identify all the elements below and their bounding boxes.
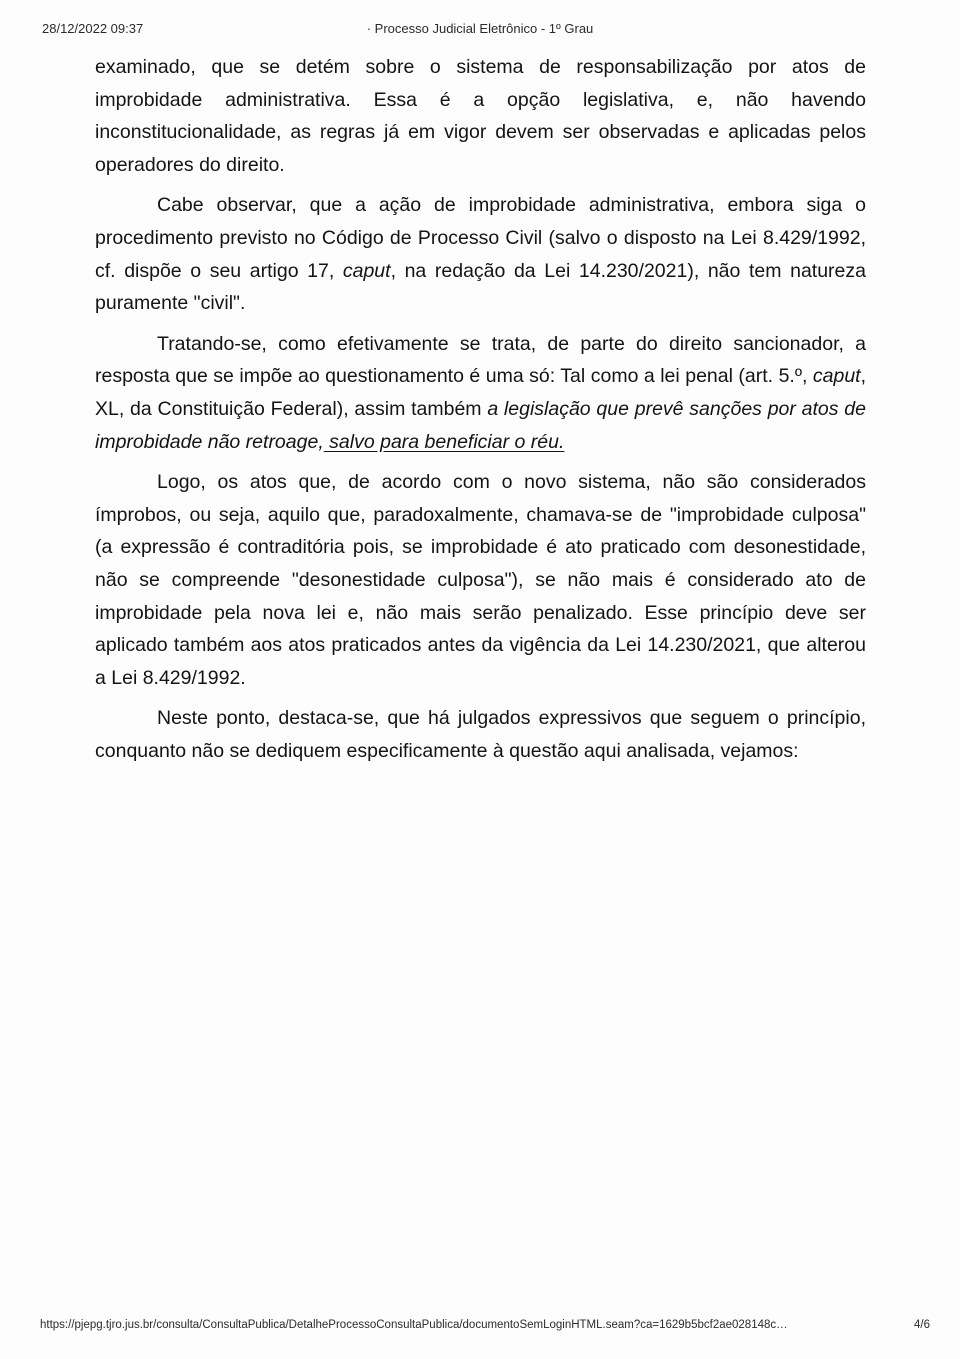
footer-page-number: 4/6 bbox=[914, 1319, 930, 1331]
text-run: , na redação da Lei 14.230/2021), não tem natureza puramente "civil". bbox=[95, 259, 866, 315]
paragraph bbox=[95, 702, 866, 767]
header-datetime: 28/12/2022 09:37 bbox=[42, 21, 144, 36]
text-run: caput bbox=[812, 365, 861, 388]
text-run: a legislação que prevê sanções por atos de improbidade não retroage, bbox=[95, 397, 866, 453]
text-run: Logo, os atos que, de acordo com o novo sistema, não são considerados ímprobos, ou seja, aquilo que, paradoxalmente, chamava-se de "improbidade culposa" (a expressão é contraditória pois, se improbidade é ato praticado com desonestidade, não se compreende "desonestidade culposa"), se não mais é considerado ato de improbidade pela nova lei e, não mais serão penalizado. Esse princípio deve ser aplicado também aos atos praticados antes da vigência da Lei 14.230/2021, que alterou a Lei 8.429/1992. bbox=[95, 471, 866, 689]
paragraph bbox=[95, 466, 866, 694]
paragraph bbox=[95, 189, 866, 319]
text-run: caput bbox=[342, 259, 391, 282]
text-run: salvo para beneficiar o réu. bbox=[323, 430, 565, 453]
paragraph bbox=[95, 51, 866, 181]
header-title: · Processo Judicial Eletrônico - 1º Grau bbox=[366, 21, 594, 36]
document-body bbox=[95, 51, 866, 775]
text-run: Tratando-se, como efetivamente se trata, de parte do direito sancionador, a resposta que se impõe ao questionamento é uma só: Tal como a lei penal (art. 5.º, bbox=[95, 332, 866, 388]
text-run: Cabe observar, que a ação de improbidade administrativa, embora siga o procedimento previsto no Código de Processo Civil (salvo o disposto na Lei 8.429/1992, cf. dispõe o seu artigo 17, bbox=[95, 194, 866, 282]
text-run: , XL, da Constituição Federal), assim também bbox=[95, 365, 866, 420]
print-header bbox=[0, 21, 960, 39]
print-footer bbox=[0, 1319, 960, 1335]
text-run: examinado, que se detém sobre o sistema de responsabilização por atos de improbidade administrativa. Essa é a opção legislativa, e, não havendo inconstitucionalidade, as regras já em vigor devem ser observadas e aplicadas pelos operadores do direito. bbox=[95, 56, 866, 176]
footer-url: https://pjepg.tjro.jus.br/consulta/ConsultaPublica/DetalheProcessoConsultaPublica/documentoSemLoginHTML.seam?ca=1629b5bcf2ae028148c… bbox=[40, 1319, 788, 1331]
paragraph bbox=[95, 328, 866, 458]
text-run: Neste ponto, destaca-se, que há julgados expressivos que seguem o princípio, conquanto não se dediquem especificamente à questão aqui analisada, vejamos: bbox=[95, 707, 866, 762]
